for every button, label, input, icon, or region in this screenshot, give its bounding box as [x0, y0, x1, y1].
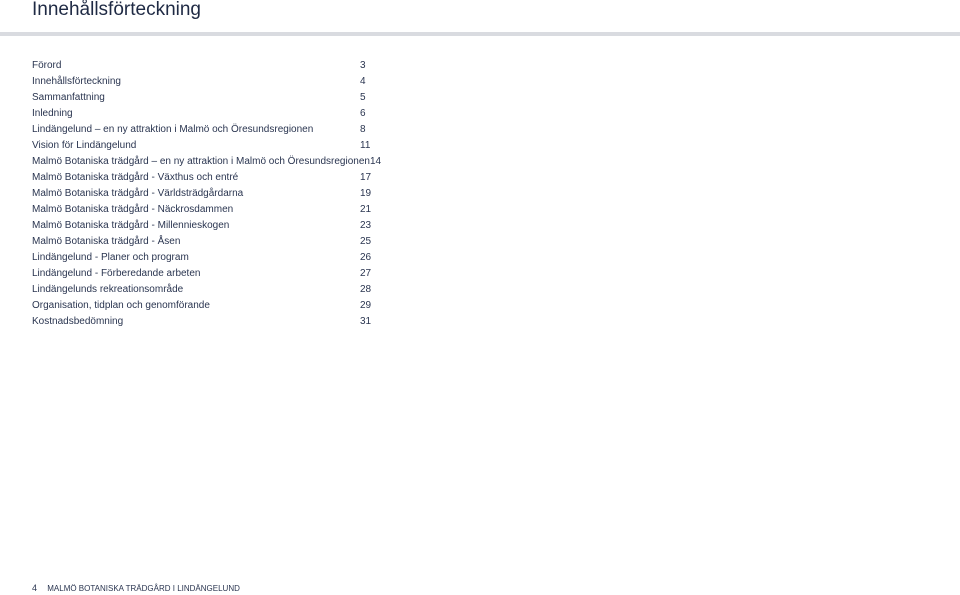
toc-entry-organisation[interactable]	[32, 298, 372, 314]
toc-entry-nackrosdammen[interactable]	[32, 202, 372, 218]
toc-entry-page: 25	[360, 236, 372, 247]
toc-entry-title: Malmö Botaniska trädgård - Millennieskogen	[32, 220, 230, 231]
toc-entry-kostnadsbedomning[interactable]	[32, 314, 372, 330]
toc-entry-page: 5	[360, 92, 366, 103]
toc-entry-title: Malmö Botaniska trädgård - Växthus och entré	[32, 172, 239, 183]
toc-entry-title: Inledning	[32, 108, 73, 119]
toc-entry-vision[interactable]	[32, 138, 372, 154]
toc-entry-title: Kostnadsbedömning	[32, 316, 124, 327]
toc-entry-title: Organisation, tidplan och genomförande	[32, 300, 210, 311]
toc-entry-sammanfattning[interactable]	[32, 90, 372, 106]
toc-entry-botaniska-attraktion[interactable]	[32, 154, 382, 170]
toc-entry-vaxthus[interactable]	[32, 170, 372, 186]
toc-entry-page: 6	[360, 108, 366, 119]
toc-entry-page: 3	[360, 60, 366, 71]
toc-entry-planer-program[interactable]	[32, 250, 372, 266]
title-divider	[0, 32, 960, 36]
toc-entry-lindangelund-attraktion[interactable]	[32, 122, 372, 138]
toc-entry-title: Malmö Botaniska trädgård - Åsen	[32, 236, 181, 247]
toc-entry-page: 17	[360, 172, 372, 183]
toc-entry-page: 27	[360, 268, 372, 279]
page-footer	[32, 582, 240, 595]
footer-page-number: 4	[32, 583, 38, 593]
toc-entry-title: Malmö Botaniska trädgård - Näckrosdammen	[32, 204, 234, 215]
toc-entry-millennieskogen[interactable]	[32, 218, 372, 234]
toc-entry-title: Vision för Lindängelund	[32, 140, 137, 151]
toc-entry-title: Lindängelunds rekreationsområde	[32, 284, 184, 295]
toc-entry-page: 11	[360, 140, 371, 151]
toc-entry-rekreationsomrade[interactable]	[32, 282, 372, 298]
toc-entry-title: Sammanfattning	[32, 92, 105, 103]
toc-entry-page: 14	[369, 156, 382, 167]
toc-entry-title: Innehållsförteckning	[32, 76, 121, 87]
toc-entry-title: Malmö Botaniska trädgård - Världsträdgårdarna	[32, 188, 244, 199]
footer-running-title: MALMÖ BOTANISKA TRÄDGÅRD I LINDÄNGELUND	[47, 584, 240, 593]
table-of-contents	[32, 58, 382, 330]
toc-entry-page: 26	[360, 252, 372, 263]
toc-entry-inledning[interactable]	[32, 106, 372, 122]
toc-entry-page: 21	[360, 204, 372, 215]
toc-entry-forord[interactable]	[32, 58, 372, 74]
toc-entry-page: 31	[360, 316, 372, 327]
page-title: Innehållsförteckning	[32, 0, 201, 20]
toc-entry-title: Malmö Botaniska trädgård – en ny attraktion i Malmö och Öresundsregionen	[32, 156, 370, 167]
toc-entry-title: Lindängelund - Planer och program	[32, 252, 189, 263]
toc-entry-page: 29	[360, 300, 372, 311]
toc-entry-page: 28	[360, 284, 372, 295]
toc-entry-forberedande-arbeten[interactable]	[32, 266, 372, 282]
toc-entry-innehallsforteckning[interactable]	[32, 74, 372, 90]
toc-entry-title: Lindängelund - Förberedande arbeten	[32, 268, 201, 279]
toc-entry-page: 19	[360, 188, 372, 199]
toc-entry-title: Förord	[32, 60, 62, 71]
toc-entry-asen[interactable]	[32, 234, 372, 250]
toc-entry-page: 4	[360, 76, 366, 87]
toc-entry-page: 8	[360, 124, 366, 135]
toc-entry-varldstradgardarna[interactable]	[32, 186, 372, 202]
toc-entry-title: Lindängelund – en ny attraktion i Malmö och Öresundsregionen	[32, 124, 314, 135]
toc-entry-page: 23	[360, 220, 372, 231]
